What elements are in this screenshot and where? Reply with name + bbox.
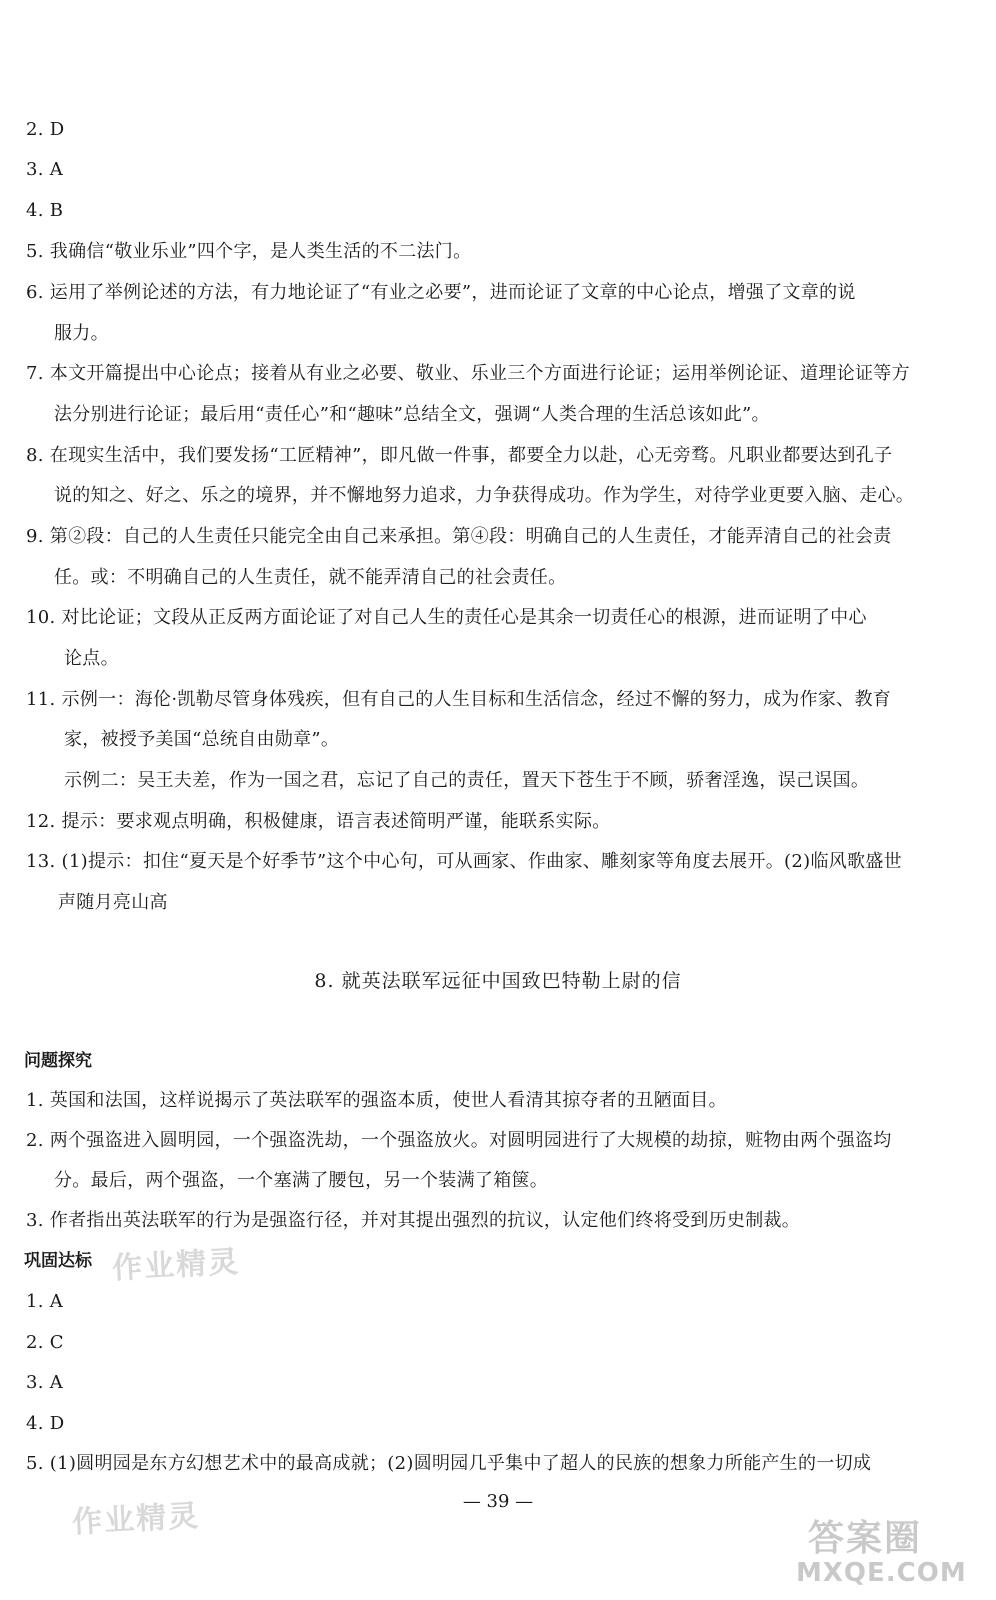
section-heading: 巩固达标 [24,1251,92,1271]
answer-line: 4. D [26,1413,65,1434]
question-line: 2. 两个强盗进入圆明园，一个强盗洗劫，一个强盗放火。对圆明园进行了大规模的劫掠，赃物由两个强盗均 [26,1130,892,1151]
answer-line: 服力。 [54,323,109,344]
logo-url: MXQE.COM [796,1558,967,1588]
section-title: 8. 就英法联军远征中国致巴特勒上尉的信 [314,970,682,992]
answer-line: 13. (1)提示：扣住“夏天是个好季节”这个中心句，可从画家、作曲家、雕刻家等角度去展开。(2)临风歌盛世 [26,851,902,872]
answer-line: 11. 示例一：海伦·凯勒尽管身体残疾，但有自己的人生目标和生活信念，经过不懈的努力，成为作家、教育 [26,689,892,710]
question-line: 分。最后，两个强盗，一个塞满了腰包，另一个装满了箱箧。 [54,1170,549,1191]
watermark-text: 作业精灵 [71,1498,202,1541]
answer-line: 5. 我确信“敬业乐业”四个字，是人类生活的不二法门。 [26,241,472,262]
answer-line: 10. 对比论证；文段从正反两方面论证了对自己人生的责任心是其余一切责任心的根源，进而证明了中心 [26,607,867,628]
answer-line: 12. 提示：要求观点明确，积极健康，语言表述简明严谨，能联系实际。 [26,811,611,832]
answer-line: 2. D [26,119,65,140]
answer-line: 9. 第②段：自己的人生责任只能完全由自己来承担。第④段：明确自己的人生责任，才能弄清自己的社会责 [26,526,892,547]
answer-line: 7. 本文开篇提出中心论点；接着从有业之必要、敬业、乐业三个方面进行论证；运用举例论证、道理论证等方 [26,363,910,384]
answer-line: 8. 在现实生活中，我们要发扬“工匠精神”，即凡做一件事，都要全力以赴，心无旁骛。凡职业都要达到孔子 [26,445,893,466]
watermark-text: 作业精灵 [111,1244,242,1287]
answer-line: 任。或：不明确自己的人生责任，就不能弄清自己的社会责任。 [54,567,567,588]
answer-line: 3. A [26,1372,64,1393]
answer-line: 声随月亮山高 [58,892,168,913]
answer-line: 5. (1)圆明园是东方幻想艺术中的最高成就；(2)圆明园几乎集中了超人的民族的想象力所能产生的一切成 [26,1453,872,1474]
section-heading: 问题探究 [24,1051,92,1071]
answer-line: 2. C [26,1332,64,1353]
answer-line: 4. B [26,200,64,221]
answer-line: 3. A [26,159,64,180]
answer-line: 1. A [26,1291,64,1312]
site-logo [774,1510,984,1594]
answer-line: 法分别进行论证；最后用“责任心”和“趣味”总结全文，强调“人类合理的生活总该如此”。 [54,404,770,425]
answer-line: 说的知之、好之、乐之的境界，并不懈地努力追求，力争获得成功。作为学生，对待学业更要入脑、走心。 [54,485,915,506]
answer-line: 论点。 [64,648,119,669]
answer-line: 6. 运用了举例论述的方法，有力地论证了“有业之必要”，进而论证了文章的中心论点，增强了文章的说 [26,282,856,303]
question-line: 3. 作者指出英法联军的行为是强盗行径，并对其提出强烈的抗议，认定他们终将受到历史制裁。 [26,1210,801,1231]
answer-line: 示例二：吴王夫差，作为一国之君，忘记了自己的责任，置天下苍生于不顾，骄奢淫逸，误己误国。 [64,770,870,791]
page-number: — 39 — [462,1491,534,1512]
logo-text: 答案圈 [808,1518,923,1559]
question-line: 1. 英国和法国，这样说揭示了英法联军的强盗本质，使世人看清其掠夺者的丑陋面目。 [26,1090,727,1111]
answer-line: 家，被授予美国“总统自由勋章”。 [64,729,340,750]
